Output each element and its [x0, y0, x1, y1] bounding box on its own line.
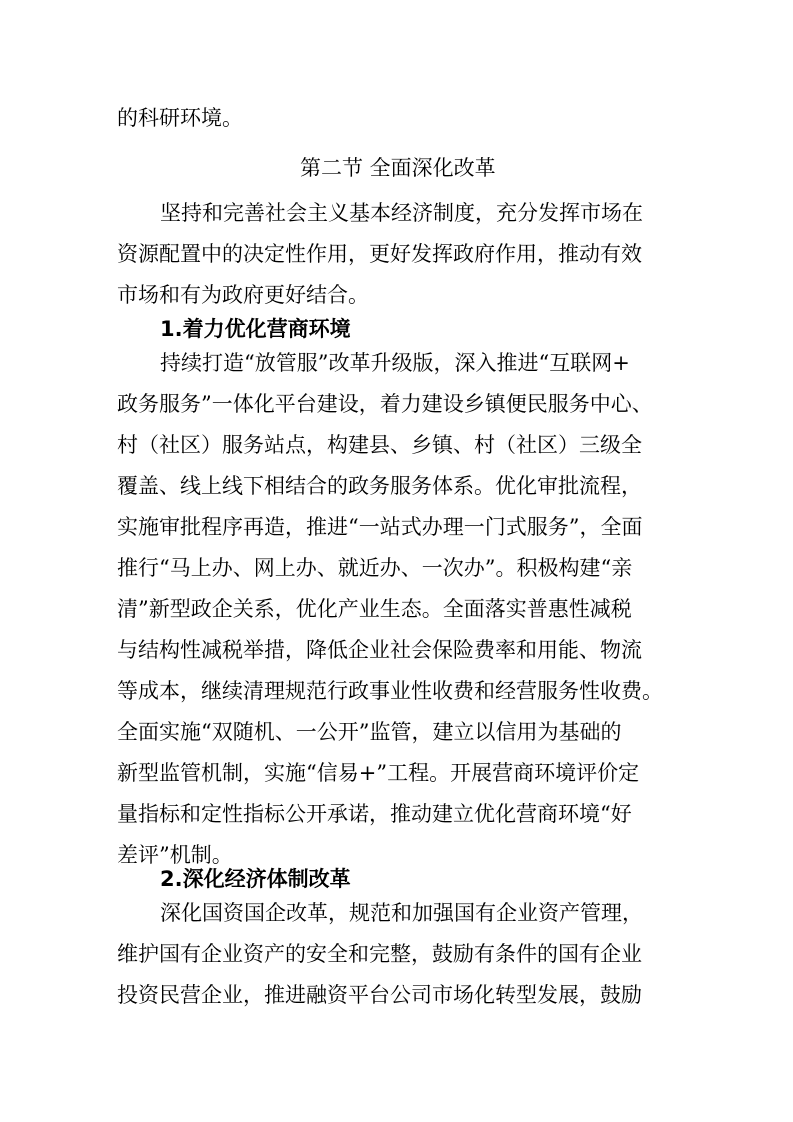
text-line: 维护国有企业资产的安全和完整，鼓励有条件的国有企业 — [117, 942, 642, 966]
text-line: 坚持和完善社会主义基本经济制度，充分发挥市场在 — [160, 201, 643, 225]
text-line: 等成本，继续清理规范行政事业性收费和经营服务性收费。 — [117, 679, 663, 703]
section-title: 第二节 全面深化改革 — [300, 156, 496, 180]
text-line: 量指标和定性指标公开承诺，推动建立优化营商环境“好 — [117, 802, 632, 826]
text-line: 投资民营企业，推进融资平台公司市场化转型发展，鼓励 — [117, 983, 642, 1007]
text-line: 村（社区）服务站点，构建县、乡镇、村（社区）三级全 — [117, 433, 642, 457]
text-line: 清”新型政企关系，优化产业生态。全面落实普惠性减税 — [117, 597, 632, 621]
text-line: 实施审批程序再造，推进“一站式办理一门式服务”，全面 — [117, 515, 643, 539]
text-line: 资源配置中的决定性作用，更好发挥政府作用，推动有效 — [117, 242, 642, 266]
text-line: 覆盖、线上线下相结合的政务服务体系。优化审批流程， — [117, 474, 642, 498]
text-line: 持续打造“放管服”改革升级版，深入推进“互联网+ — [160, 351, 630, 375]
text-line: 推行“马上办、网上办、就近办、一次办”。积极构建“亲 — [117, 556, 633, 580]
text-line: 深化国资国企改革，规范和加强国有企业资产管理， — [160, 901, 643, 925]
text-line: 全面实施“双随机、一公开”监管，建立以信用为基础的 — [117, 720, 622, 744]
text-line: 市场和有为政府更好结合。 — [117, 283, 369, 307]
subheading: 2.深化经济体制改革 — [160, 867, 351, 891]
text-line: 的科研环境。 — [117, 106, 243, 130]
text-line: 政务服务”一体化平台建设，着力建设乡镇便民服务中心、 — [117, 392, 653, 416]
subheading: 1.着力优化营商环境 — [160, 317, 351, 341]
text-line: 与结构性减税举措，降低企业社会保险费率和用能、物流 — [117, 638, 642, 662]
text-line: 新型监管机制，实施“信易+”工程。开展营商环境评价定 — [117, 761, 640, 785]
text-line: 差评”机制。 — [117, 843, 233, 867]
